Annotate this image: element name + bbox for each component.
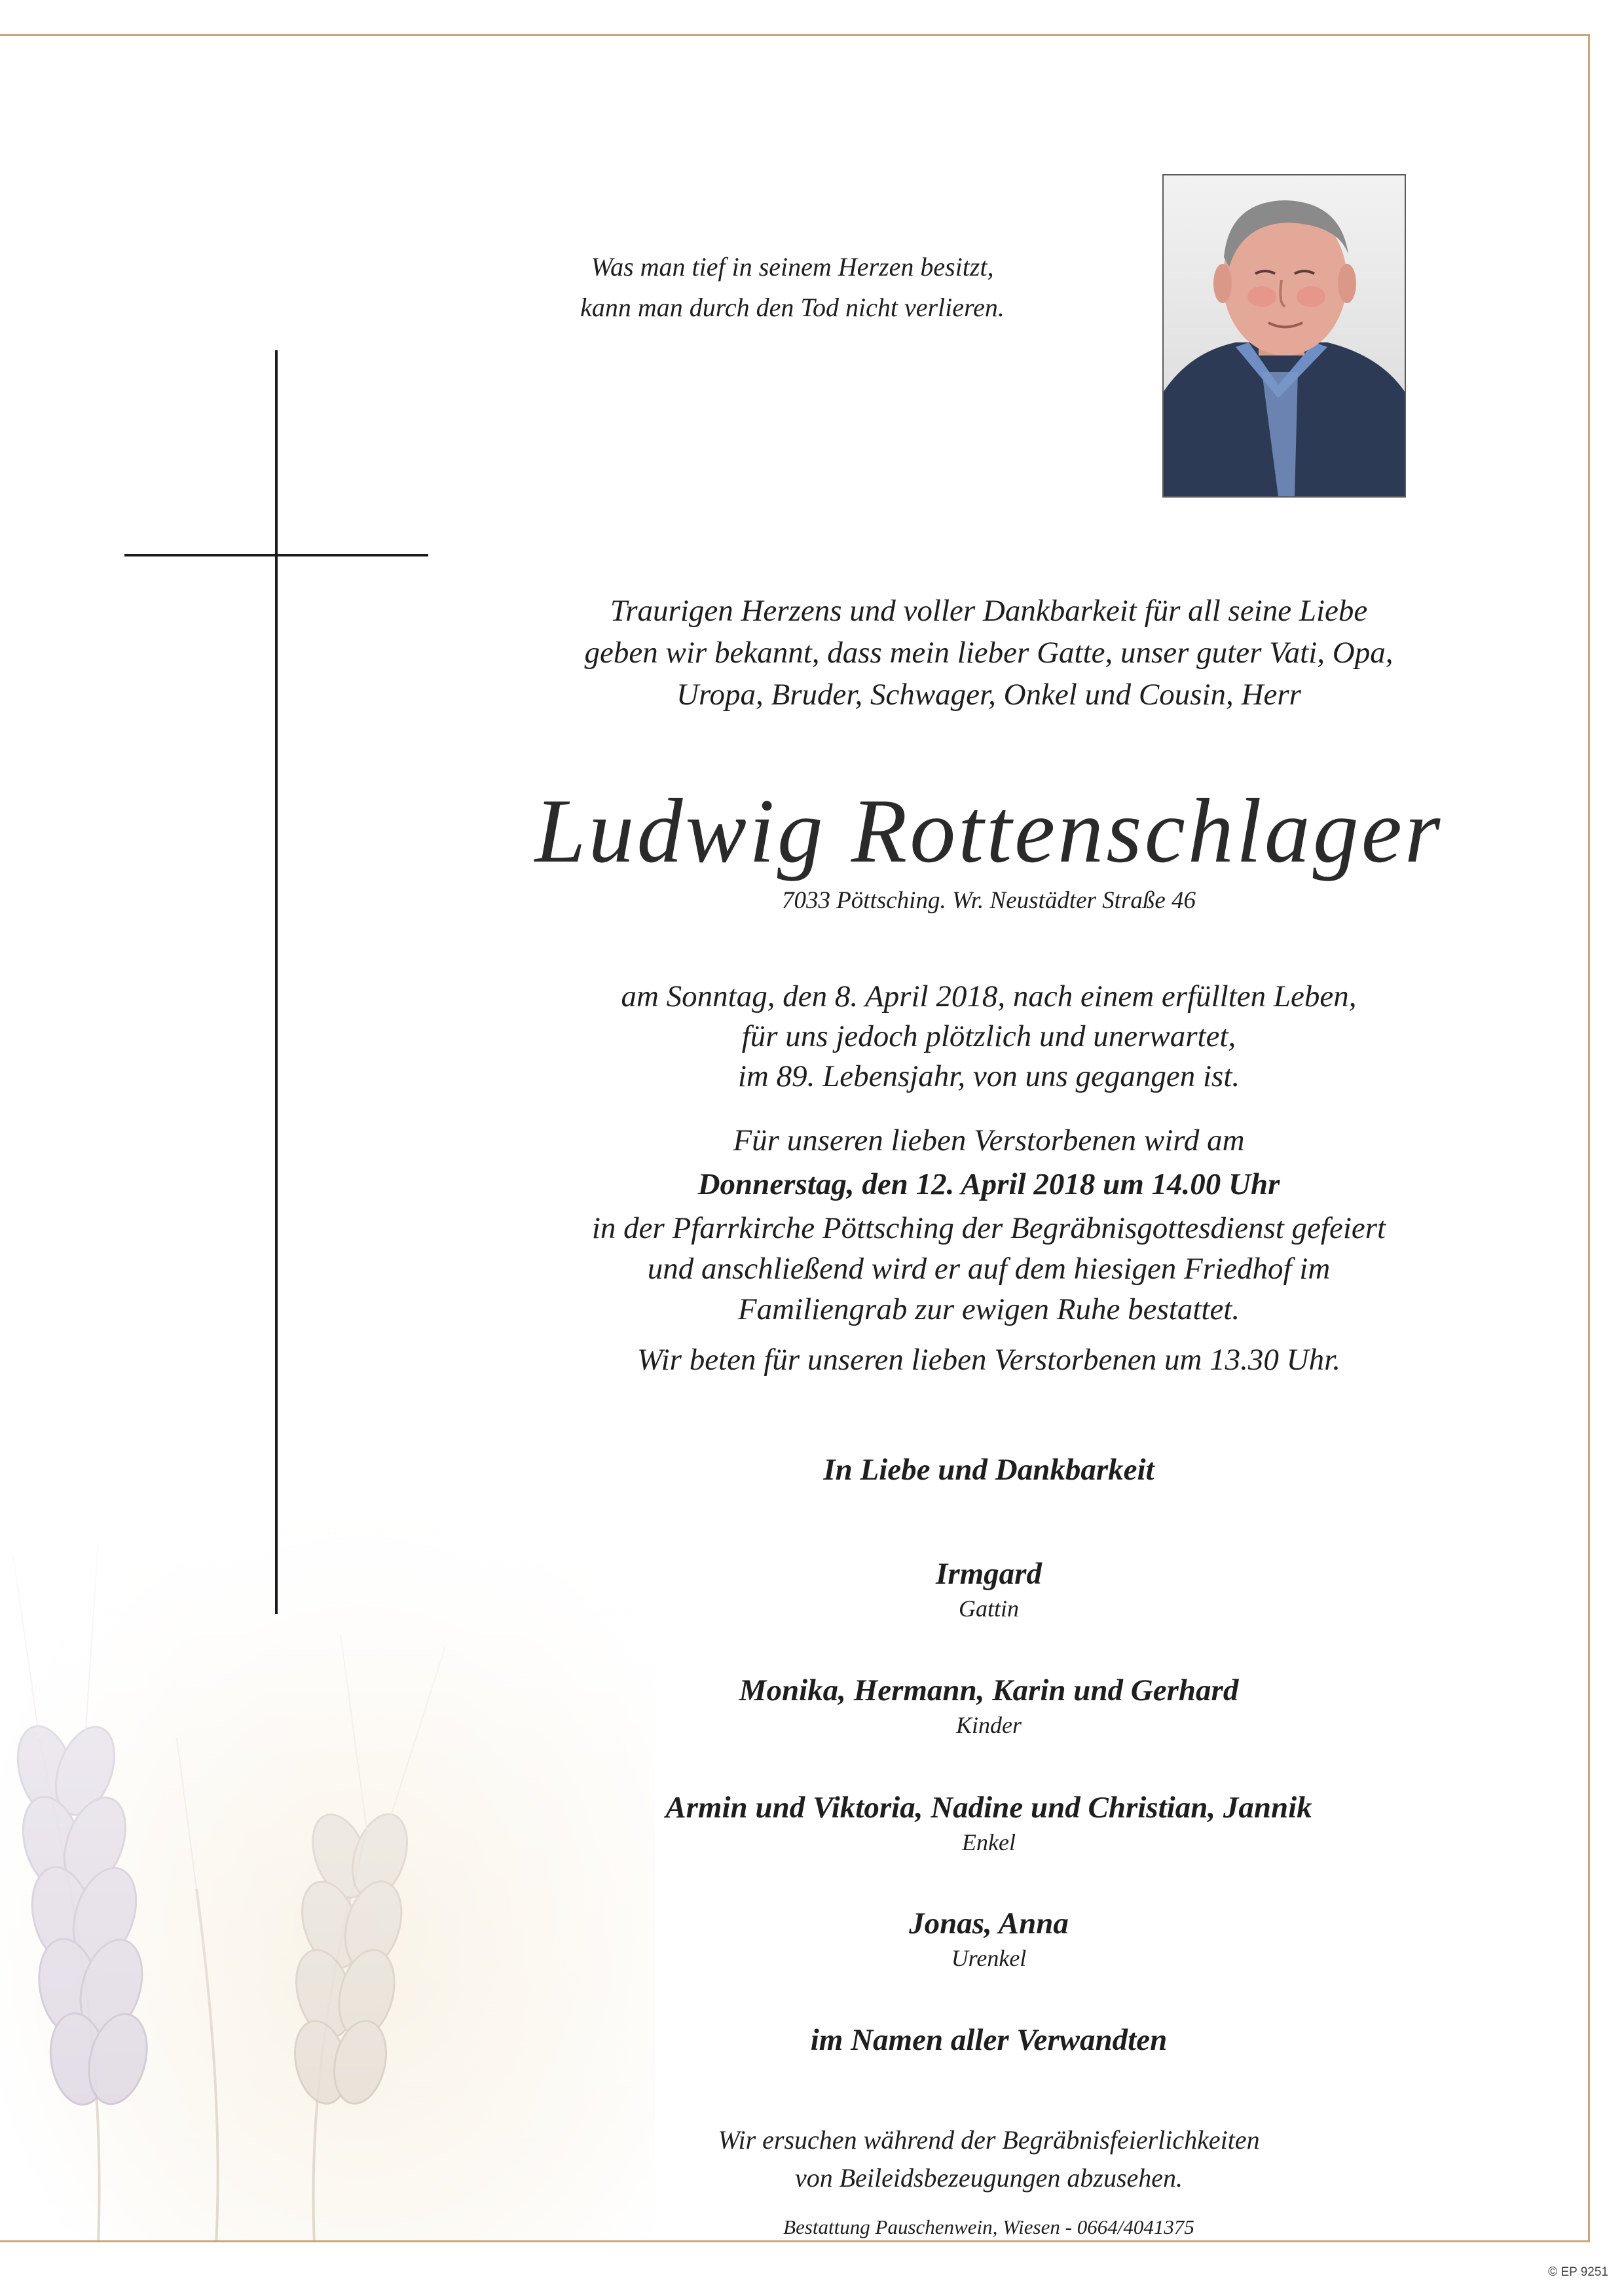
funeral-detail-3: Familiengrab zur ewigen Ruhe bestattet. [737, 1292, 1240, 1326]
quote-line-2: kann man durch den Tod nicht verlieren. [580, 293, 1005, 322]
intro-line-3: Uropa, Bruder, Schwager, Onkel und Cousin, Herr [676, 678, 1301, 712]
mourner-role: Gattin [958, 1595, 1019, 1622]
mourner-names: Jonas, Anna [909, 1906, 1069, 1941]
mourner-role: Urenkel [951, 1945, 1027, 1971]
death-line-1: am Sonntag, den 8. April 2018, nach einem erfüllten Leben, [621, 979, 1357, 1013]
death-line-3: im 89. Lebensjahr, von uns gegangen ist. [737, 1059, 1240, 1093]
cross-horizontal-beam [124, 554, 428, 556]
deceased-address: 7033 Pöttsching. Wr. Neustädter Straße 46 [781, 887, 1196, 914]
death-line-2: für uns jedoch plötzlich und unerwartet, [741, 1019, 1236, 1053]
deceased-name: Ludwig Rottenschlager [534, 780, 1443, 882]
funeral-date: Donnerstag, den 12. April 2018 um 14.00 Uhr [697, 1167, 1280, 1201]
funeral-detail-2: und anschließend wird er auf dem hiesigen Friedhof im [647, 1252, 1331, 1286]
mourner-names: Monika, Hermann, Karin und Gerhard [739, 1673, 1239, 1707]
portrait-image [1164, 175, 1405, 496]
page-frame [0, 34, 1590, 2242]
intro-line-2: geben wir bekannt, dass mein lieber Gatte, unser guter Vati, Opa, [584, 636, 1393, 670]
intro-line-1: Traurigen Herzens und voller Dankbarkeit für all seine Liebe [610, 594, 1368, 628]
portrait-photo [1162, 174, 1406, 498]
mourner-role: Enkel [962, 1829, 1016, 1855]
funeral-detail-1: in der Pfarrkirche Pöttsching der Begräbnisgottesdienst gefeiert [591, 1211, 1386, 1245]
mourners-heading: In Liebe und Dankbarkeit [823, 1453, 1154, 1487]
condolence-request-line-1: Wir ersuchen während der Begräbnisfeierlichkeiten [718, 2125, 1260, 2155]
quote-line-1: Was man tief in seinem Herzen besitzt, [591, 252, 994, 282]
condolence-request-line-2: von Beileidsbezeugungen abzusehen. [794, 2163, 1183, 2193]
mourner-names: Armin und Viktoria, Nadine und Christian, Jannik [665, 1791, 1312, 1825]
undertaker-contact: Bestattung Pauschenwein, Wiesen - 0664/4041375 [783, 2215, 1194, 2238]
prayer-notice: Wir beten für unseren lieben Verstorbenen um 13.30 Uhr. [637, 1343, 1340, 1377]
mourners-closing: im Namen aller Verwandten [810, 2023, 1168, 2057]
mourner-role: Kinder [955, 1712, 1022, 1738]
cross-vertical-beam [275, 350, 278, 1614]
mourner-names: Irmgard [936, 1557, 1042, 1591]
print-code: © EP 9251 [1548, 2265, 1608, 2279]
funeral-lead: Für unseren lieben Verstorbenen wird am [733, 1123, 1245, 1157]
